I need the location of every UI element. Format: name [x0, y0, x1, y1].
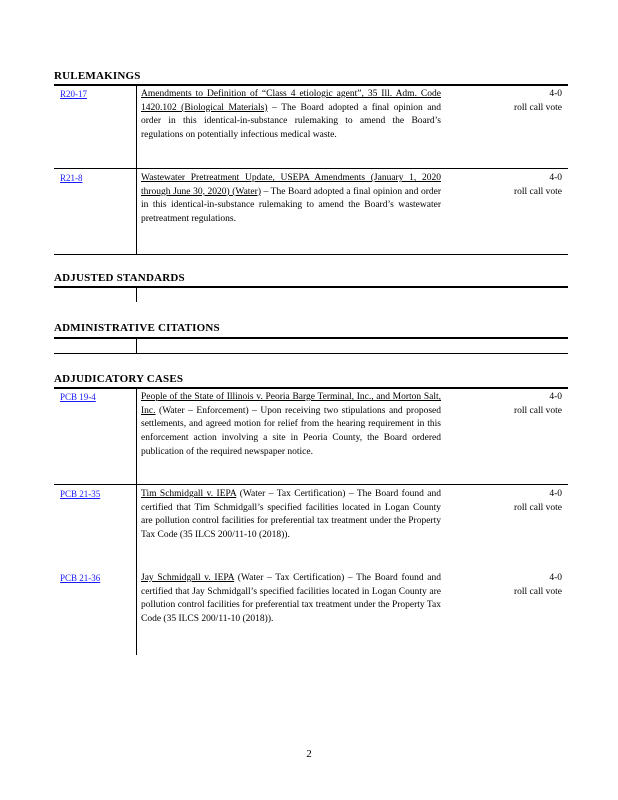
docket-link[interactable]: R20-17: [60, 89, 87, 99]
docket-link[interactable]: PCB 21-36: [60, 573, 101, 583]
section-title-rulemakings: RULEMAKINGS: [54, 70, 141, 82]
row-divider: [54, 353, 568, 354]
vote-count: 4-0: [549, 573, 562, 583]
vote-type: roll call vote: [513, 502, 562, 513]
vote-type: roll call vote: [513, 102, 562, 113]
vote-count: 4-0: [549, 173, 562, 183]
section-title-adjudicatory-cases: ADJUDICATORY CASES: [54, 373, 184, 385]
docket-link[interactable]: PCB 21-35: [60, 489, 101, 499]
case-description: [141, 391, 441, 460]
vote-cell: [482, 572, 562, 599]
case-body: (Water – Tax Certification) – The Board found and certified that Tim Schmidgall’s specified facilities located in Logan County are pollution control facilities for preferential tax treatment under the Property Tax Code (35 ILCS 200/11-10 (2018)).: [141, 489, 441, 541]
case-title: Wastewater Pretreatment Update, USEPA Amendments (January 1, 2020 through June 30, 2020) (Water): [141, 173, 441, 197]
vote-type: roll call vote: [513, 186, 562, 197]
vote-count: 4-0: [549, 392, 562, 402]
vote-type: roll call vote: [513, 405, 562, 416]
section-rule: [54, 286, 568, 288]
section-title-adjusted-standards: ADJUSTED STANDARDS: [54, 272, 185, 284]
row-divider: [54, 168, 568, 169]
docket-link[interactable]: R21-8: [60, 173, 83, 183]
section-rule: [54, 84, 568, 86]
vote-count: 4-0: [549, 489, 562, 499]
column-divider: [136, 86, 137, 254]
case-title: Jay Schmidgall v. IEPA: [141, 573, 235, 583]
case-body: – The Board adopted a final opinion and order in this identical-in-substance rulemaking to amend the Board’s regulations on potentially infectious medical waste.: [141, 102, 442, 141]
section-rule: [54, 337, 568, 339]
case-description: [141, 488, 441, 543]
case-body: (Water – Tax Certification) – The Board found and certified that Jay Schmidgall’s specified facilities located in Logan County are pollution control facilities for preferential tax treatment under the Property Tax Code (35 ILCS 200/11-10 (2018)).: [141, 573, 441, 625]
vote-cell: [482, 88, 562, 115]
docket-link[interactable]: PCB 19-4: [60, 392, 96, 402]
column-divider: [136, 389, 137, 655]
column-divider: [136, 288, 137, 302]
case-body: (Water – Enforcement) – Upon receiving two stipulations and proposed settlements, and agreed motion for relief from the hearing requirement in this enforcement action involving a site in Peoria County, the Board ordered publication of the required newspaper notice.: [141, 405, 441, 457]
case-title: Amendments to Definition of “Class 4 etiologic agent”, 35 Ill. Adm. Code 1420.102 (Biological Materials): [141, 89, 441, 113]
vote-type: roll call vote: [513, 586, 562, 597]
row-divider: [54, 254, 568, 255]
vote-count: 4-0: [549, 89, 562, 99]
case-title: People of the State of Illinois v. Peoria Barge Terminal, Inc., and Morton Salt, Inc.: [141, 392, 441, 416]
vote-cell: [482, 488, 562, 515]
column-divider: [136, 339, 137, 353]
vote-cell: [482, 172, 562, 199]
section-rule: [54, 387, 568, 389]
case-description: [141, 172, 441, 227]
case-title: Tim Schmidgall v. IEPA: [141, 489, 237, 499]
vote-cell: [482, 391, 562, 418]
page-number: 2: [306, 748, 312, 760]
case-description: [141, 572, 441, 627]
row-divider: [54, 484, 568, 485]
section-title-administrative-citations: ADMINISTRATIVE CITATIONS: [54, 322, 220, 334]
case-description: [141, 88, 441, 143]
case-body: – The Board adopted a final opinion and order in this identical-in-substance rulemaking to amend the Board’s wastewater pretreatment regulations.: [141, 186, 441, 225]
